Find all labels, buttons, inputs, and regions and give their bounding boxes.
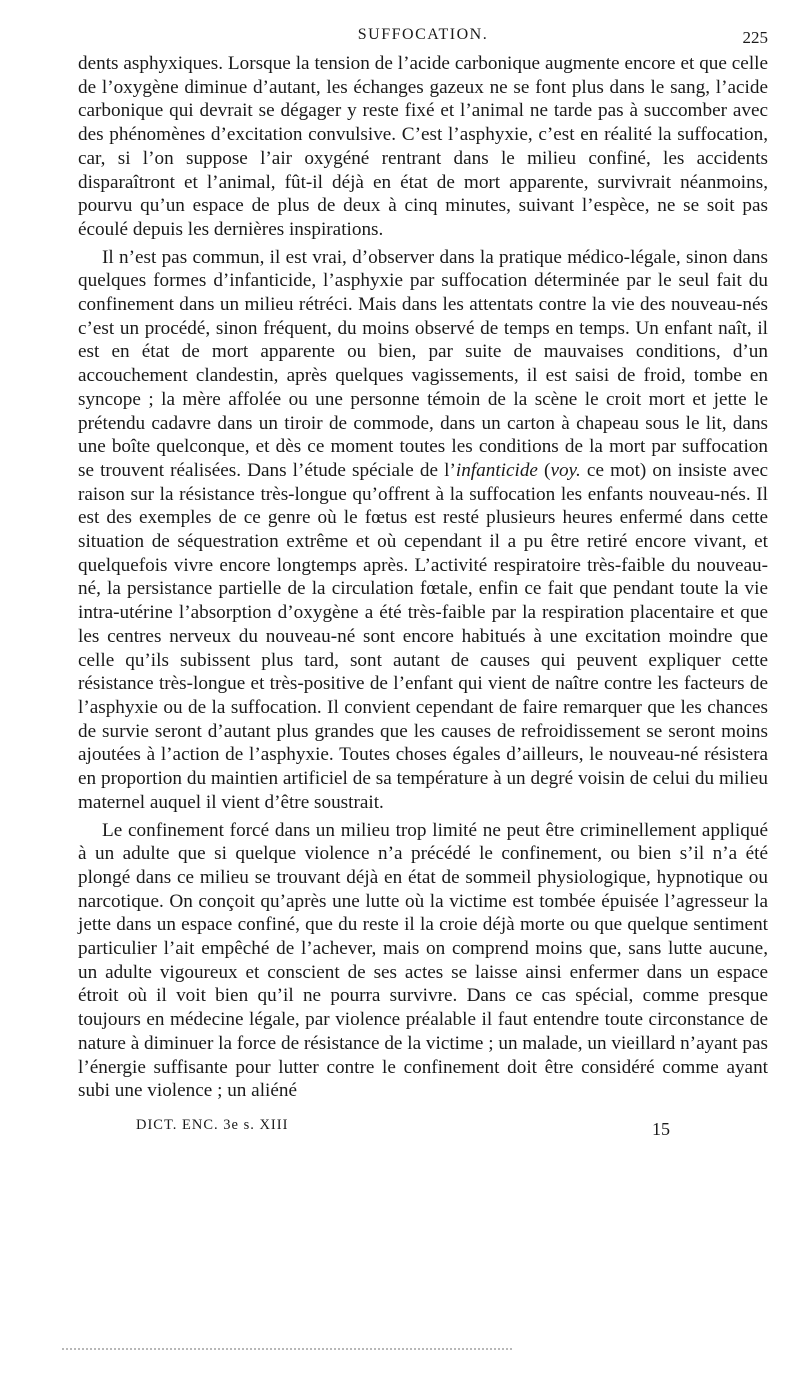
page-number: 225 [742, 28, 768, 47]
text-run: dents asphyxiques. Lorsque la tension de l’acide carbonique augmente encore et que celle de l’oxygène diminue d’autant, les échanges gazeux ne se font plus dans le sang, l’acide carbonique qui devrait se dégager y reste fixé et l’animal ne tarde pas à succomber avec des phénomènes d’excitation convulsive. C’est l’asphyxie, c’est en réalité la suffocation, car, si l’on suppose l’air oxygéné rentrant dans le milieu confiné, les accidents disparaîtront et l’animal, fût-il déjà en état de mort apparente, survivrait néanmoins, pourvu qu’un espace de plus de deux à cinq minutes, suivant l’espèce, ne se soit pas écoulé depuis les dernières inspirations. [78, 53, 768, 240]
bottom-dotted-rule [62, 1348, 512, 1350]
book-page [78, 26, 768, 1147]
italic-text-run: voy. [550, 459, 581, 481]
paragraph [78, 52, 768, 242]
printer-signature: DICT. ENC. 3e s. XIII [136, 1116, 289, 1133]
italic-text-run: infanticide [455, 459, 538, 481]
paragraph [78, 246, 768, 815]
text-run: ce mot) on insiste avec raison sur la résistance très-longue qu’offrent à la suffocation les enfants nouveau-nés. Il est des exemples de ce genre où le fœtus est resté plusieurs heures enfermé dans cette situation de séquestration extrême et où cependant il a pu être retiré encore vivant, et quelquefois vivre encore longtemps après. L’activité respiratoire très-faible du nouveau-né, la persistance partielle de la circulation fœtale, enfin ce fait que pendant toute la vie intra-utérine l’absorption d’oxygène a été très-faible par la respiration placentaire et que les centres nerveux du nouveau-né sont encore habitués à une excitation moindre que celle qu’ils subissent plus tard, sont autant de causes qui peuvent expliquer cette résistance très-longue et très-positive de l’enfant qui vient de naître contre les facteurs de l’asphyxie ou de la suffocation. Il convient cependant de faire remarquer que les chances de survie seront d’autant plus grandes que les causes de refroidissement se seront moins ajoutées à l’action de l’asphyxie. Toutes choses égales d’ailleurs, le nouveau-né résistera en proportion du maintien artificiel de sa température à un degré voisin de celui du milieu maternel auquel il vient d’être soustrait. [78, 459, 768, 813]
text-run: Il n’est pas commun, il est vrai, d’observer dans la pratique médico-légale, sinon dans quelques formes d’infanticide, l’asphyxie par suffocation déterminée par le seul fait du confinement dans un milieu rétréci. Mais dans les attentats contre la vie des nouveau-nés c’est un procédé, sinon fréquent, du moins observé de temps en temps. Un enfant naît, il est en état de mort apparente ou bien, par suite de mauvaises conditions, d’un accouchement clandestin, après quelques vagissements, il est saisi de froid, tombe en syncope ; la mère affolée ou une personne témoin de la scène le croit mort et jette le prétendu cadavre dans un tiroir de commode, dans un carton à chapeau sous le lit, dans une boîte quelconque, et dès ce moment toutes les conditions de la mort par suffocation se trouvent réalisées. Dans l’étude spéciale de l’ [78, 246, 768, 481]
page-footer [78, 1117, 768, 1147]
body-text [78, 52, 768, 1103]
text-run: Le confinement forcé dans un milieu trop limité ne peut être criminellement appliqué à un adulte que si quelque violence n’a précédé le confinement, ou bien s’il n’a été plongé dans ce milieu se trouvant déjà en état de sommeil physiologique, hypnotique ou narcotique. On conçoit qu’après une lutte où la victime est tombée épuisée l’agresseur la jette dans un espace confiné, que du reste il la croie déjà morte ou que quelque sentiment particulier l’ait empêché de l’achever, mais on comprend moins que, sans lutte aucune, un adulte vigoureux et conscient de ses actes se laisse ainsi enfermer dans un espace étroit où il voit bien qu’il ne pourra survivre. Dans ce cas spécial, comme presque toujours en médecine légale, par violence préalable il faut entendre toute circonstance de nature à diminuer la force de résistance de la victime ; un malade, un vieillard n’ayant pas l’énergie suffisante pour lutter contre le confinement doit être considéré comme ayant subi une violence ; un aliéné [78, 819, 768, 1102]
paragraph [78, 819, 768, 1103]
folio-number: 15 [652, 1118, 670, 1139]
running-head [78, 26, 768, 52]
text-run: ( [537, 459, 551, 481]
running-title: SUFFOCATION. [357, 26, 489, 43]
